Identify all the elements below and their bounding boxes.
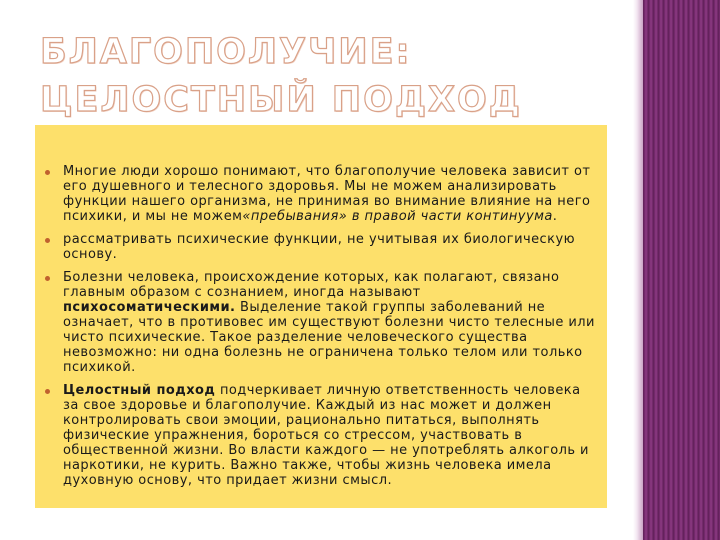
bullet-list [45,164,595,488]
bullet-item [45,164,595,224]
bullet-text: Многие люди хорошо понимают, что благополучие человека зависит от его душевного и телесного здоровья. Мы не можем анализировать функции нашего организма, не принимая во внимание влияние на него психики, и мы не можем [63,164,591,224]
bullet-item [45,270,595,375]
slide-title: БЛАГОПОЛУЧИЕ: ЦЕЛОСТНЫЙ ПОДХОД [40,32,522,120]
bullet-strong: психосоматическими. [63,300,236,315]
bullet-text-end: . [552,209,558,224]
bullet-text-end: Выделение такой группы заболеваний не означает, что в противовес им существуют болезни чисто телесные или чисто психические. Такое разделение человеческого существа невозможно: ни одна болезнь не ограничена только телом или только психикой. [63,300,595,375]
bullet-text-end: подчеркивает личную ответственность человека за свое здоровье и благополучие. Каждый из нас может и должен контролировать свои эмоции, рационально питаться, выполнять физические упражнения, бороться со стрессом, участвовать в общественной жизни. Во власти каждого — не употреблять алкоголь и наркотики, не курить. Важно также, чтобы жизнь человека имела духовную основу, что придает жизни смысл. [63,383,589,488]
bullet-icon [45,238,50,243]
bullet-strong: Целостный подход [63,383,216,398]
bullet-item [45,383,595,488]
bullet-icon [45,389,50,394]
side-strip-edge [633,0,643,540]
bullet-text: рассматривать психические функции, не учитывая их биологическую основу. [63,232,575,262]
bullet-icon [45,170,50,175]
content-box [35,125,607,508]
bullet-item [45,232,595,262]
bullet-text: Болезни человека, происхождение которых, как полагают, связано главным образом с сознанием, иногда называют [63,270,560,300]
bullet-icon [45,276,50,281]
decorative-side-strip [643,0,720,540]
bullet-emphasis: «пребывания» в правой части континуума [242,209,553,224]
